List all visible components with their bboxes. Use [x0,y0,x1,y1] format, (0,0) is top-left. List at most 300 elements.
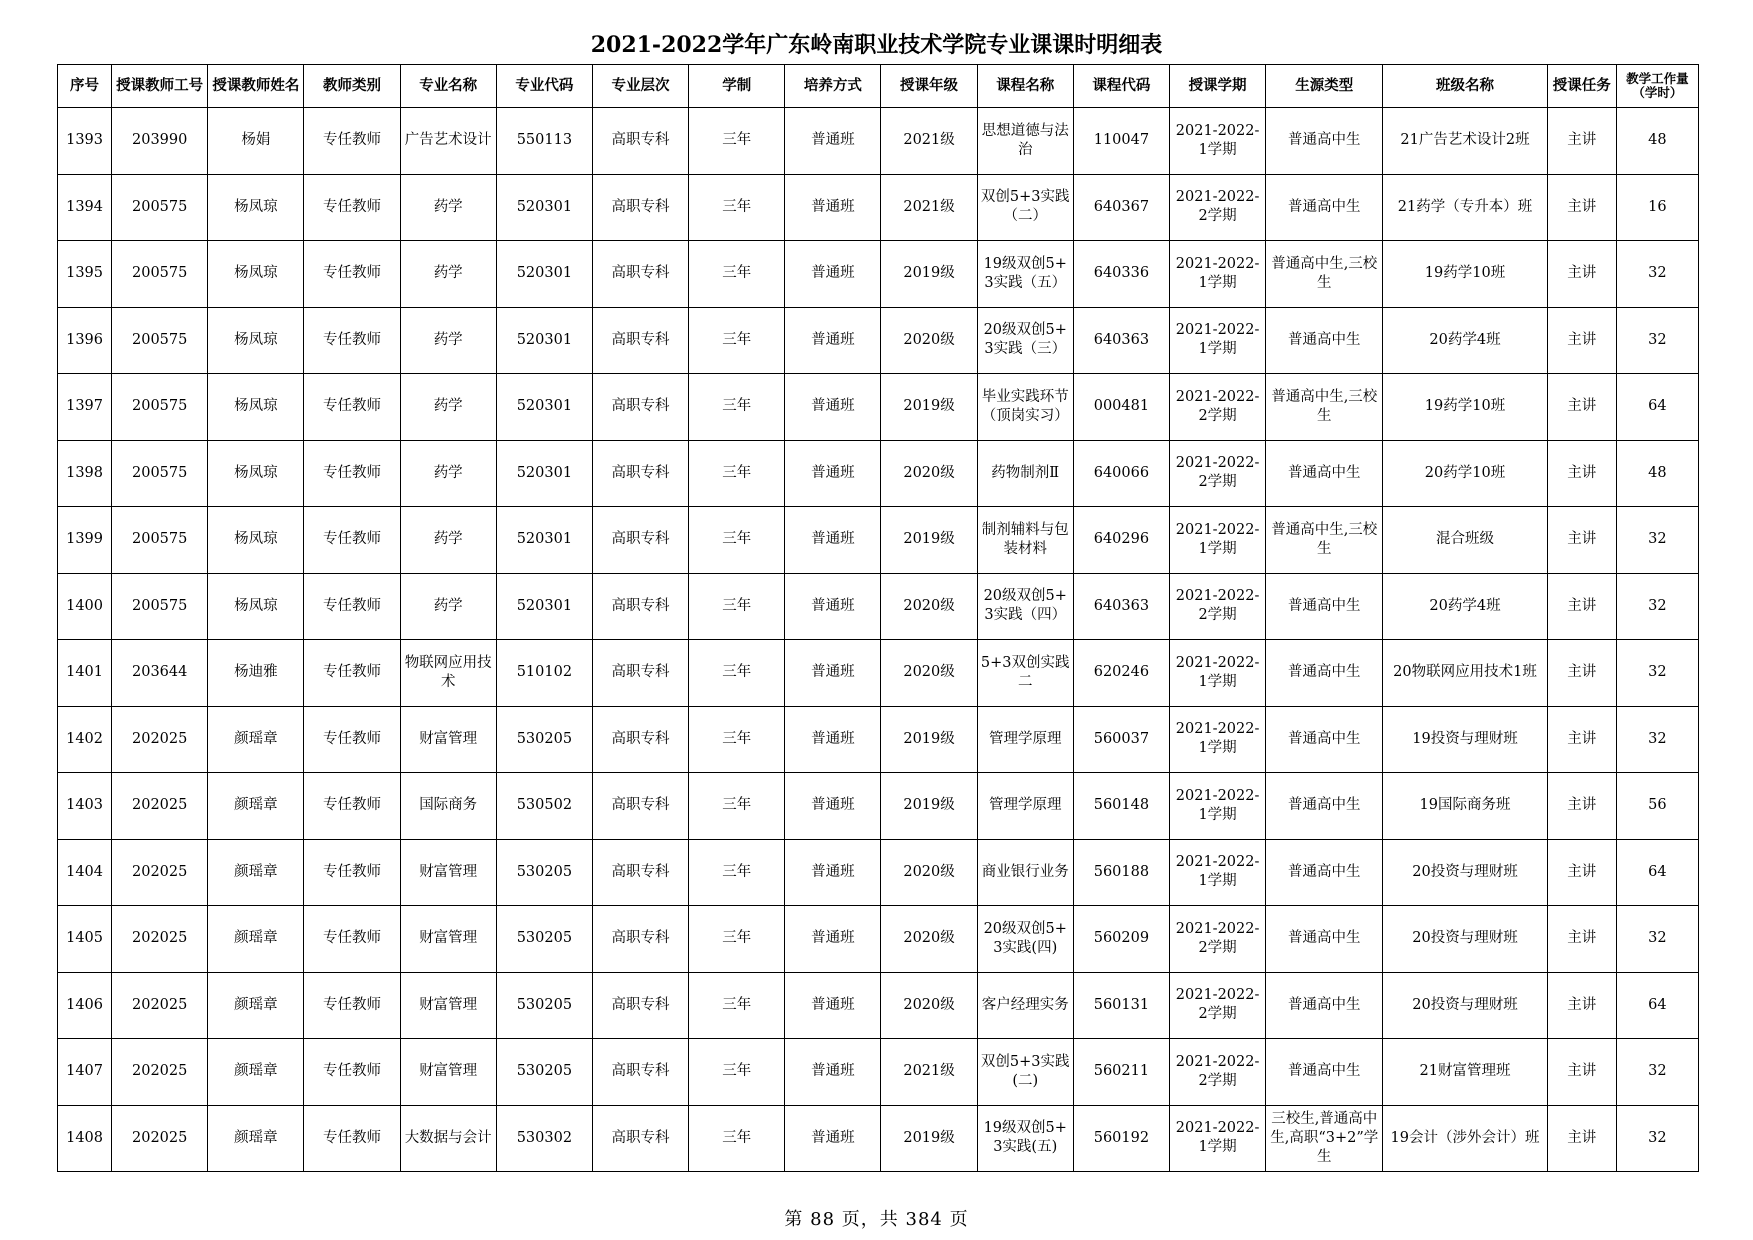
table-cell: 32 [1616,573,1698,640]
col-header: 序号 [58,65,112,108]
table-cell: 杨娟 [208,108,304,175]
table-cell: 主讲 [1547,706,1616,773]
table-cell: 640336 [1073,241,1169,308]
table-cell: 专任教师 [304,507,400,574]
table-cell: 21财富管理班 [1383,1039,1547,1106]
table-cell: 混合班级 [1383,507,1547,574]
table-cell: 专任教师 [304,174,400,241]
table-cell: 普通高中生 [1266,108,1383,175]
table-cell: 普通高中生 [1266,906,1383,973]
table-cell: 思想道德与法治 [977,108,1073,175]
table-cell: 国际商务 [400,773,496,840]
table-cell: 32 [1616,1105,1698,1172]
table-cell: 20投资与理财班 [1383,839,1547,906]
table-cell: 1406 [58,972,112,1039]
table-cell: 530205 [496,706,592,773]
table-cell: 200575 [112,440,208,507]
table-row [58,773,1699,840]
table-cell: 普通班 [785,108,881,175]
table-cell: 2019级 [881,1105,977,1172]
table-row [58,972,1699,1039]
table-cell: 专任教师 [304,374,400,441]
table-cell: 颜瑶章 [208,972,304,1039]
table-cell: 高职专科 [592,1105,688,1172]
table-cell: 药学 [400,174,496,241]
table-cell: 560037 [1073,706,1169,773]
table-cell: 高职专科 [592,507,688,574]
table-cell: 20级双创5+3实践(四) [977,906,1073,973]
table-cell: 专任教师 [304,773,400,840]
table-cell: 64 [1616,374,1698,441]
table-cell: 颜瑶章 [208,1105,304,1172]
table-cell: 普通高中生,三校生 [1266,241,1383,308]
table-cell: 普通班 [785,972,881,1039]
table-cell: 高职专科 [592,573,688,640]
table-row [58,706,1699,773]
table-cell: 202025 [112,972,208,1039]
table-cell: 普通班 [785,1039,881,1106]
table-cell: 20药学10班 [1383,440,1547,507]
table-cell: 普通高中生,三校生 [1266,507,1383,574]
table-cell: 三年 [689,906,785,973]
col-header: 生源类型 [1266,65,1383,108]
table-cell: 专任教师 [304,1105,400,1172]
table-row [58,839,1699,906]
table-cell: 三年 [689,108,785,175]
table-cell: 202025 [112,706,208,773]
table-cell: 32 [1616,706,1698,773]
table-row [58,174,1699,241]
table-cell: 财富管理 [400,906,496,973]
col-header: 专业代码 [496,65,592,108]
table-cell: 普通班 [785,706,881,773]
table-cell: 高职专科 [592,374,688,441]
table-cell: 21药学（专升本）班 [1383,174,1547,241]
table-cell: 2021-2022-1学期 [1169,108,1265,175]
table-cell: 主讲 [1547,374,1616,441]
table-cell: 普通高中生 [1266,440,1383,507]
table-row [58,1105,1699,1172]
col-header: 班级名称 [1383,65,1547,108]
table-cell: 三年 [689,507,785,574]
table-cell: 普通高中生 [1266,706,1383,773]
table-cell: 普通班 [785,374,881,441]
table-cell: 560131 [1073,972,1169,1039]
table-cell: 普通班 [785,174,881,241]
table-cell: 杨凤琼 [208,440,304,507]
table-cell: 1395 [58,241,112,308]
table-cell: 普通班 [785,839,881,906]
table-cell: 三年 [689,307,785,374]
col-header: 专业层次 [592,65,688,108]
table-cell: 高职专科 [592,307,688,374]
table-cell: 202025 [112,773,208,840]
table-cell: 2021-2022-1学期 [1169,307,1265,374]
table-cell: 杨凤琼 [208,573,304,640]
table-cell: 640363 [1073,307,1169,374]
table-cell: 三年 [689,1105,785,1172]
table-cell: 2021-2022-1学期 [1169,773,1265,840]
table-cell: 2021-2022-2学期 [1169,1039,1265,1106]
table-cell: 管理学原理 [977,706,1073,773]
table-cell: 200575 [112,174,208,241]
table-cell: 普通高中生 [1266,174,1383,241]
table-cell: 5+3双创实践二 [977,640,1073,707]
table-cell: 20物联网应用技术1班 [1383,640,1547,707]
table-cell: 2021-2022-1学期 [1169,1105,1265,1172]
table-header-row [58,65,1699,108]
table-cell: 2021-2022-1学期 [1169,241,1265,308]
table-cell: 640296 [1073,507,1169,574]
table-cell: 550113 [496,108,592,175]
table-cell: 三年 [689,706,785,773]
table-cell: 2021-2022-2学期 [1169,440,1265,507]
table-cell: 高职专科 [592,640,688,707]
table-cell: 2021级 [881,108,977,175]
table-cell: 三年 [689,773,785,840]
table-cell: 560148 [1073,773,1169,840]
table-cell: 普通班 [785,440,881,507]
table-cell: 商业银行业务 [977,839,1073,906]
table-cell: 药学 [400,374,496,441]
table-cell: 19会计（涉外会计）班 [1383,1105,1547,1172]
table-cell: 530302 [496,1105,592,1172]
table-cell: 双创5+3实践(二) [977,1039,1073,1106]
table-cell: 20级双创5+3实践（三） [977,307,1073,374]
table-cell: 510102 [496,640,592,707]
table-cell: 200575 [112,374,208,441]
table-cell: 三年 [689,839,785,906]
table-cell: 药学 [400,573,496,640]
table-cell: 专任教师 [304,241,400,308]
table-cell: 2019级 [881,241,977,308]
table-cell: 主讲 [1547,507,1616,574]
table-cell: 普通班 [785,307,881,374]
table-cell: 高职专科 [592,972,688,1039]
table-cell: 普通高中生,三校生 [1266,374,1383,441]
table-cell: 2021-2022-2学期 [1169,972,1265,1039]
table-cell: 三年 [689,972,785,1039]
table-cell: 1405 [58,906,112,973]
table-cell: 物联网应用技术 [400,640,496,707]
table-cell: 32 [1616,507,1698,574]
table-cell: 药学 [400,241,496,308]
table-cell: 1401 [58,640,112,707]
table-cell: 530205 [496,972,592,1039]
table-row [58,440,1699,507]
table-cell: 专任教师 [304,307,400,374]
table-cell: 20级双创5+3实践（四） [977,573,1073,640]
table-cell: 高职专科 [592,174,688,241]
page-footer: 第 88 页，共 384 页 [784,1209,969,1230]
table-cell: 普通高中生 [1266,1039,1383,1106]
table-cell: 主讲 [1547,440,1616,507]
table-cell: 药学 [400,440,496,507]
table-cell: 20药学4班 [1383,307,1547,374]
table-cell: 202025 [112,1105,208,1172]
table-cell: 202025 [112,839,208,906]
table-cell: 三年 [689,640,785,707]
table-cell: 19级双创5+3实践（五） [977,241,1073,308]
table-cell: 203990 [112,108,208,175]
table-cell: 主讲 [1547,906,1616,973]
table-cell: 202025 [112,1039,208,1106]
table-cell: 110047 [1073,108,1169,175]
table-row [58,374,1699,441]
table-cell: 普通高中生 [1266,839,1383,906]
table-cell: 2021-2022-1学期 [1169,839,1265,906]
table-cell: 三年 [689,174,785,241]
table-cell: 颜瑶章 [208,839,304,906]
table-cell: 2020级 [881,839,977,906]
table-cell: 主讲 [1547,773,1616,840]
table-cell: 专任教师 [304,1039,400,1106]
table-cell: 普通班 [785,640,881,707]
table-cell: 2021-2022-1学期 [1169,706,1265,773]
table-cell: 2019级 [881,374,977,441]
table-cell: 高职专科 [592,108,688,175]
col-header: 授课教师工号 [112,65,208,108]
table-cell: 杨迪雅 [208,640,304,707]
table-cell: 19级双创5+3实践(五) [977,1105,1073,1172]
table-cell: 主讲 [1547,307,1616,374]
table-cell: 主讲 [1547,573,1616,640]
table-cell: 2020级 [881,440,977,507]
table-cell: 主讲 [1547,174,1616,241]
table-cell: 制剂辅料与包装材料 [977,507,1073,574]
table-cell: 普通班 [785,773,881,840]
col-header: 授课教师姓名 [208,65,304,108]
table-row [58,307,1699,374]
table-cell: 三年 [689,573,785,640]
table-cell: 专任教师 [304,640,400,707]
table-cell: 药学 [400,507,496,574]
table-cell: 高职专科 [592,839,688,906]
table-cell: 530205 [496,839,592,906]
table-cell: 普通高中生 [1266,307,1383,374]
table-body [58,108,1699,1172]
table-cell: 2019级 [881,507,977,574]
table-cell: 32 [1616,1039,1698,1106]
table-cell: 1403 [58,773,112,840]
col-header: 课程名称 [977,65,1073,108]
table-cell: 专任教师 [304,906,400,973]
table-cell: 520301 [496,307,592,374]
table-cell: 530205 [496,1039,592,1106]
table-cell: 1404 [58,839,112,906]
table-cell: 1394 [58,174,112,241]
table-cell: 19国际商务班 [1383,773,1547,840]
table-cell: 杨凤琼 [208,507,304,574]
table-cell: 专任教师 [304,839,400,906]
table-cell: 32 [1616,906,1698,973]
table-cell: 2021-2022-2学期 [1169,374,1265,441]
table-cell: 560188 [1073,839,1169,906]
table-cell: 普通高中生 [1266,972,1383,1039]
table-cell: 药物制剂Ⅱ [977,440,1073,507]
table-cell: 药学 [400,307,496,374]
table-cell: 560209 [1073,906,1169,973]
col-header: 教学工作量（学时） [1616,65,1698,108]
table-cell: 2021-2022-2学期 [1169,573,1265,640]
table-cell: 财富管理 [400,706,496,773]
table-cell: 高职专科 [592,241,688,308]
table-row [58,507,1699,574]
table-cell: 48 [1616,440,1698,507]
table-cell: 2020级 [881,906,977,973]
table-cell: 19投资与理财班 [1383,706,1547,773]
table-cell: 杨凤琼 [208,174,304,241]
table-cell: 2021-2022-1学期 [1169,640,1265,707]
table-cell: 杨凤琼 [208,374,304,441]
table-cell: 1393 [58,108,112,175]
table-cell: 主讲 [1547,1105,1616,1172]
table-cell: 2020级 [881,573,977,640]
table-cell: 000481 [1073,374,1169,441]
table-cell: 16 [1616,174,1698,241]
table-cell: 640367 [1073,174,1169,241]
table-cell: 2020级 [881,307,977,374]
table-cell: 203644 [112,640,208,707]
table-cell: 三年 [689,1039,785,1106]
table-cell: 普通班 [785,906,881,973]
table-cell: 1399 [58,507,112,574]
table-cell: 2021级 [881,1039,977,1106]
table-cell: 主讲 [1547,972,1616,1039]
table-cell: 财富管理 [400,1039,496,1106]
table-cell: 毕业实践环节（顶岗实习） [977,374,1073,441]
table-cell: 颜瑶章 [208,773,304,840]
table-cell: 21广告艺术设计2班 [1383,108,1547,175]
table-cell: 普通班 [785,1105,881,1172]
col-header: 教师类别 [304,65,400,108]
table-cell: 杨凤琼 [208,241,304,308]
table-cell: 20药学4班 [1383,573,1547,640]
table-cell: 普通班 [785,507,881,574]
table-cell: 主讲 [1547,839,1616,906]
table-cell: 200575 [112,507,208,574]
table-cell: 520301 [496,374,592,441]
table-cell: 2019级 [881,773,977,840]
table-cell: 三年 [689,440,785,507]
table-cell: 520301 [496,573,592,640]
table-cell: 双创5+3实践（二） [977,174,1073,241]
table-cell: 2021-2022-2学期 [1169,174,1265,241]
table-cell: 19药学10班 [1383,241,1547,308]
table-cell: 2020级 [881,640,977,707]
table-cell: 202025 [112,906,208,973]
table-cell: 大数据与会计 [400,1105,496,1172]
table-cell: 520301 [496,241,592,308]
table-cell: 530502 [496,773,592,840]
table-cell: 520301 [496,174,592,241]
table-cell: 管理学原理 [977,773,1073,840]
col-header: 专业名称 [400,65,496,108]
table-cell: 高职专科 [592,773,688,840]
table-row [58,1039,1699,1106]
table-cell: 2021级 [881,174,977,241]
table-cell: 主讲 [1547,1039,1616,1106]
table-row [58,573,1699,640]
table-cell: 560211 [1073,1039,1169,1106]
table-cell: 颜瑶章 [208,706,304,773]
table-cell: 高职专科 [592,440,688,507]
table-cell: 520301 [496,440,592,507]
table-cell: 56 [1616,773,1698,840]
table-cell: 19药学10班 [1383,374,1547,441]
table-cell: 主讲 [1547,108,1616,175]
table-cell: 1402 [58,706,112,773]
table-cell: 640363 [1073,573,1169,640]
table-cell: 普通高中生 [1266,773,1383,840]
table-cell: 普通高中生 [1266,640,1383,707]
table-cell: 杨凤琼 [208,307,304,374]
table-cell: 640066 [1073,440,1169,507]
table-row [58,640,1699,707]
table-cell: 200575 [112,241,208,308]
table-cell: 专任教师 [304,972,400,1039]
col-header: 授课年级 [881,65,977,108]
table-cell: 1397 [58,374,112,441]
table-cell: 财富管理 [400,972,496,1039]
table-cell: 高职专科 [592,1039,688,1106]
table-cell: 32 [1616,640,1698,707]
table-cell: 专任教师 [304,108,400,175]
table-cell: 530205 [496,906,592,973]
table-cell: 20投资与理财班 [1383,906,1547,973]
table-cell: 高职专科 [592,706,688,773]
table-cell: 主讲 [1547,241,1616,308]
table-row [58,241,1699,308]
col-header: 授课任务 [1547,65,1616,108]
table-row [58,906,1699,973]
table-cell: 客户经理实务 [977,972,1073,1039]
table-cell: 1400 [58,573,112,640]
table-cell: 620246 [1073,640,1169,707]
table-cell: 1407 [58,1039,112,1106]
table-cell: 64 [1616,839,1698,906]
table-cell: 三年 [689,241,785,308]
col-header: 授课学期 [1169,65,1265,108]
table-cell: 颜瑶章 [208,906,304,973]
table-cell: 专任教师 [304,706,400,773]
table-cell: 64 [1616,972,1698,1039]
table-cell: 普通高中生 [1266,573,1383,640]
table-cell: 2020级 [881,972,977,1039]
table-row [58,108,1699,175]
table-cell: 1396 [58,307,112,374]
table-cell: 2021-2022-2学期 [1169,906,1265,973]
table-cell: 520301 [496,507,592,574]
col-header: 培养方式 [785,65,881,108]
table-cell: 32 [1616,307,1698,374]
col-header: 课程代码 [1073,65,1169,108]
table-cell: 1398 [58,440,112,507]
course-hours-table [57,64,1699,1172]
table-cell: 专任教师 [304,440,400,507]
table-cell: 普通班 [785,573,881,640]
table-cell: 560192 [1073,1105,1169,1172]
table-cell: 48 [1616,108,1698,175]
table-cell: 普通班 [785,241,881,308]
table-cell: 200575 [112,307,208,374]
table-cell: 2019级 [881,706,977,773]
table-cell: 财富管理 [400,839,496,906]
table-cell: 颜瑶章 [208,1039,304,1106]
page-title: 2021-2022学年广东岭南职业技术学院专业课课时明细表 [590,32,1163,58]
table-cell: 200575 [112,573,208,640]
table-cell: 2021-2022-1学期 [1169,507,1265,574]
